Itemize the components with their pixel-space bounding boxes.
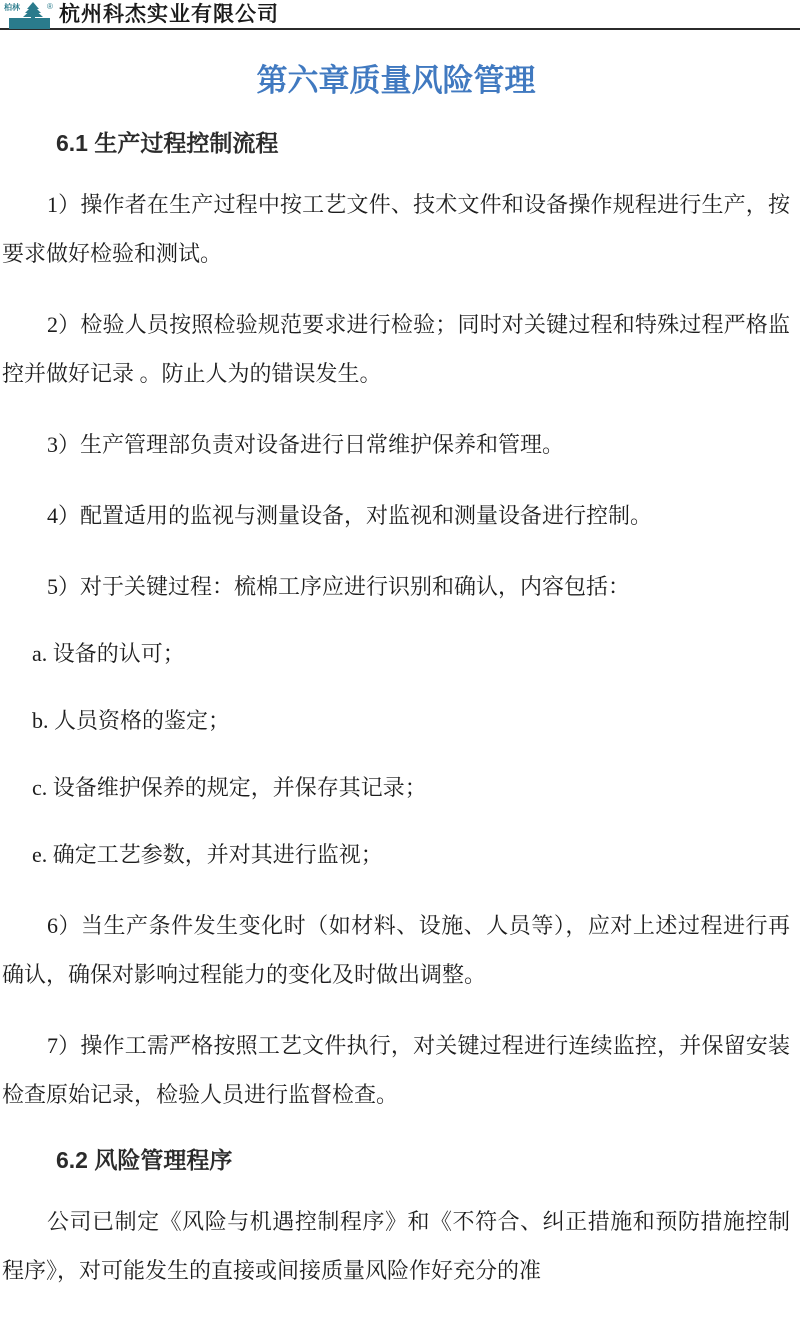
paragraph-2: 2）检验人员按照检验规范要求进行检验；同时对关键过程和特殊过程严格监控并做好记录 。防止人为的错误发生。 xyxy=(2,312,790,386)
paragraph-6: 6）当生产条件发生变化时（如材料、设施、人员等），应对上述过程进行再确认，确保对影响过程能力的变化及时做出调整。 xyxy=(2,913,790,987)
list-item-e: e. 确定工艺参数，并对其进行监视； xyxy=(32,842,383,867)
list-item-b: b. 人员资格的鉴定； xyxy=(32,708,231,733)
list-item-c: c. 设备维护保养的规定，并保存其记录； xyxy=(32,775,427,800)
section-heading-6-1: 6.1 生产过程控制流程 xyxy=(56,130,279,156)
paragraph-8: 公司已制定《风险与机遇控制程序》和《不符合、纠正措施和预防措施控制程序》，对可能发生的直接或间接质量风险作好充分的准 xyxy=(2,1209,790,1283)
paragraph-1: 1）操作者在生产过程中按工艺文件、技术文件和设备操作规程进行生产，按要求做好检验和测试。 xyxy=(2,192,790,266)
list-item-a: a. 设备的认可； xyxy=(32,641,185,666)
paragraph-3: 3）生产管理部负责对设备进行日常维护保养和管理。 xyxy=(47,432,565,457)
svg-text:®: ® xyxy=(47,2,53,11)
company-name: 杭州科杰实业有限公司 xyxy=(59,3,279,26)
paragraph-7: 7）操作工需严格按照工艺文件执行，对关键过程进行连续监控，并保留安装检查原始记录，检验人员进行监督检查。 xyxy=(2,1033,790,1107)
paragraph-5: 5）对于关键过程：梳棉工序应进行识别和确认，内容包括： xyxy=(47,574,631,599)
page-header xyxy=(0,0,800,30)
chapter-title: 第六章质量风险管理 xyxy=(256,63,536,98)
document-page xyxy=(0,60,800,1295)
company-logo-icon xyxy=(4,2,56,29)
paragraph-4: 4）配置适用的监视与测量设备，对监视和测量设备进行控制。 xyxy=(47,503,653,528)
section-heading-6-2: 6.2 风险管理程序 xyxy=(56,1147,233,1173)
svg-text:柏林: 柏林 xyxy=(4,3,20,12)
